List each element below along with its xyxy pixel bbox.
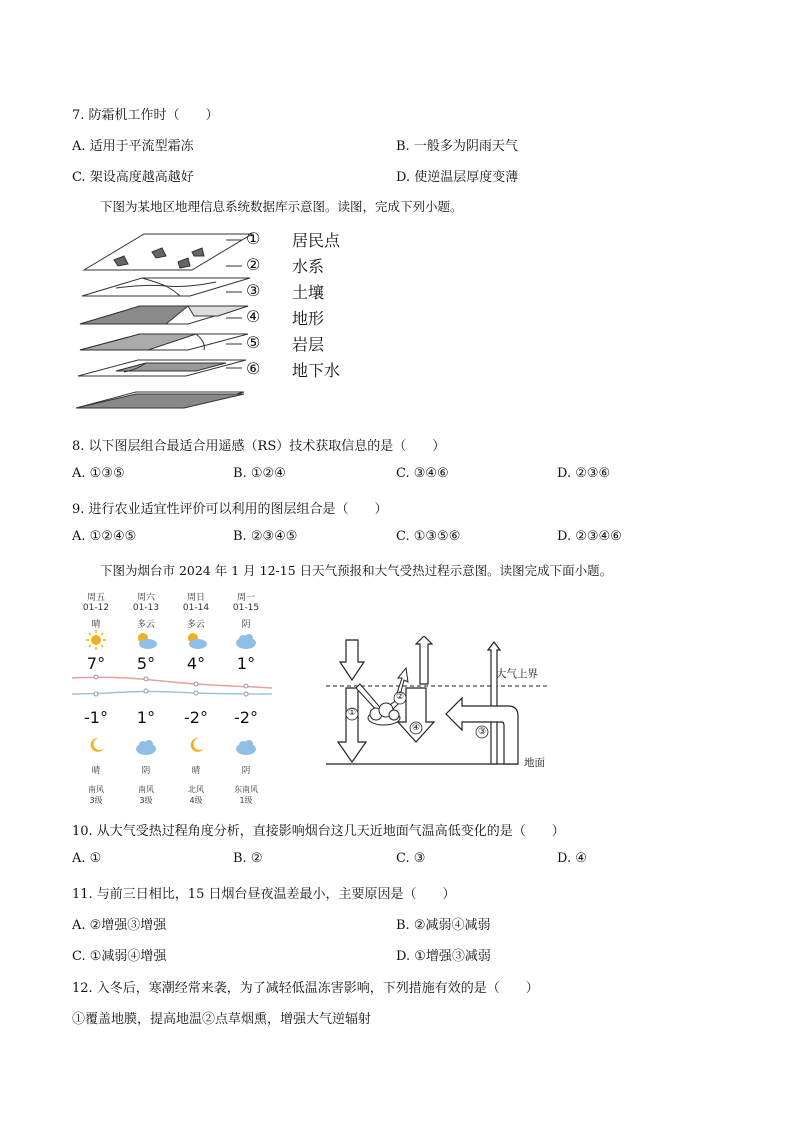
q12-stem: 12. 入冬后，寒潮经常来袭，为了减轻低温冻害影响，下列措施有效的是（ ）	[72, 981, 539, 996]
partly-cloudy-icon	[134, 630, 158, 650]
arrow-2-label: ②	[395, 692, 405, 702]
q10-option-a: A. ①	[72, 851, 102, 866]
sun-icon	[86, 630, 106, 650]
forecast-high: 4°	[186, 654, 206, 673]
q11-option-c: C. ①减弱④增强	[72, 949, 167, 964]
gis-label-6-name: 地下水	[292, 361, 341, 380]
forecast-low: -2°	[234, 708, 258, 727]
gis-label-2-num: ②	[246, 255, 261, 274]
weather-forecast-panel	[72, 588, 272, 808]
q7-option-a: A. 适用于平流型霜冻	[72, 139, 194, 154]
moon-icon	[88, 736, 106, 754]
forecast-low: -1°	[84, 708, 108, 727]
gis-label-4-num: ④	[246, 307, 261, 326]
gis-label-3-name: 土壤	[292, 283, 325, 302]
forecast-wind-level: 3级	[139, 796, 153, 805]
q9-option-c: C. ①③⑤⑥	[396, 529, 461, 544]
forecast-night-weather: 晴	[91, 766, 101, 776]
forecast-wind: 北风	[188, 785, 204, 794]
forecast-night-weather: 阴	[141, 766, 151, 776]
gis-layer-1	[84, 234, 252, 270]
forecast-wind-level: 3级	[89, 796, 103, 805]
forecast-night-weather: 晴	[191, 766, 201, 776]
gis-layer-diagram	[76, 226, 376, 424]
arrow-1-label: ①	[347, 708, 357, 718]
forecast-wind: 南风	[88, 785, 104, 794]
q10-stem: 10. 从大气受热过程角度分析，直接影响烟台这几天近地面气温高低变化的是（ ）	[72, 824, 565, 839]
forecast-day-weather: 多云	[186, 620, 205, 630]
q11-stem: 11. 与前三日相比，15 日烟台昼夜温差最小，主要原因是（ ）	[72, 887, 456, 902]
forecast-night-weather: 阴	[241, 766, 251, 776]
atmospheric-heating-diagram	[322, 636, 562, 774]
q10-option-d: D. ④	[557, 851, 587, 866]
q11-option-b: B. ②减弱④减弱	[396, 918, 491, 933]
q7-stem: 7. 防霜机工作时（ ）	[72, 108, 219, 123]
forecast-wind-level: 1级	[239, 796, 253, 805]
intro-weather: 下图为烟台市 2024 年 1 月 12-15 日天气预报和大气受热过程示意图。读图完成下面小题。	[100, 563, 613, 578]
forecast-day-weather: 晴	[91, 620, 101, 630]
forecast-wind: 东南风	[234, 785, 258, 794]
forecast-date: 01-14	[182, 603, 210, 613]
arrow-1	[338, 640, 366, 762]
q7-option-c: C. 架设高度越高越好	[72, 170, 194, 185]
forecast-low: 1°	[136, 708, 156, 727]
forecast-weekday: 周日	[186, 593, 205, 603]
q9-option-b: B. ②③④⑤	[233, 529, 298, 544]
gis-label-5-name: 岩层	[292, 335, 325, 354]
gis-layer-6	[76, 392, 244, 408]
q8-stem: 8. 以下图层组合最适合用遥感（RS）技术获取信息的是（ ）	[72, 439, 446, 454]
q8-option-c: C. ③④⑥	[396, 466, 449, 481]
high-temp-line	[72, 677, 272, 688]
gis-layer-4	[80, 334, 248, 350]
intro-gis: 下图为某地区地理信息系统数据库示意图。读图，完成下列小题。	[100, 199, 463, 214]
q11-option-a: A. ②增强③增强	[72, 918, 167, 933]
gis-label-5-num: ⑤	[246, 333, 261, 352]
q8-option-b: B. ①②④	[233, 466, 286, 481]
q12-line-1: ①覆盖地膜，提高地温②点草烟熏，增强大气逆辐射	[72, 1012, 372, 1027]
cloud-icon	[134, 738, 158, 756]
q10-option-b: B. ②	[233, 851, 263, 866]
arrow-3	[488, 642, 500, 764]
gis-label-1-name: 居民点	[292, 231, 341, 250]
q9-stem: 9. 进行农业适宜性评价可以利用的图层组合是（ ）	[72, 502, 388, 517]
gis-label-3-num: ③	[246, 281, 261, 300]
q9-option-d: D. ②③④⑥	[557, 529, 622, 544]
gis-label-4-name: 地形	[292, 309, 325, 328]
partly-cloudy-icon	[184, 630, 208, 650]
q11-option-d: D. ①增强③减弱	[396, 949, 491, 964]
arrow-4-label: ④	[411, 723, 421, 733]
forecast-weekday: 周一	[236, 593, 255, 603]
gis-label-1-num: ①	[246, 229, 261, 248]
q8-option-d: D. ②③⑥	[557, 466, 611, 481]
gis-label-6-num: ⑥	[246, 359, 261, 378]
forecast-date: 01-15	[232, 603, 260, 613]
forecast-date: 01-13	[132, 603, 160, 613]
q10-option-c: C. ③	[396, 851, 426, 866]
moon-icon	[188, 736, 206, 754]
forecast-high: 7°	[86, 654, 106, 673]
q7-option-d: D. 使逆温层厚度变薄	[396, 170, 519, 185]
gis-label-2-name: 水系	[292, 257, 325, 276]
forecast-day-weather: 多云	[136, 620, 155, 630]
atmosphere-top-label: 大气上界	[496, 668, 538, 680]
forecast-low: -2°	[184, 708, 208, 727]
arrow-3-label: ③	[477, 727, 487, 737]
forecast-day-weather: 阴	[241, 620, 251, 630]
forecast-wind: 南风	[138, 785, 154, 794]
low-temp-line	[72, 691, 272, 694]
forecast-high: 5°	[136, 654, 156, 673]
q8-option-a: A. ①③⑤	[72, 466, 125, 481]
cloud-icon	[234, 738, 258, 756]
forecast-high: 1°	[236, 654, 256, 673]
ground-label: 地面	[524, 757, 545, 769]
q7-option-b: B. 一般多为阴雨天气	[396, 139, 518, 154]
gis-layer-5	[78, 360, 246, 376]
temperature-curves	[72, 672, 272, 702]
q9-option-a: A. ①②④⑤	[72, 529, 137, 544]
forecast-weekday: 周五	[86, 593, 105, 603]
gis-layer-3	[80, 306, 248, 324]
gis-layer-2	[82, 278, 250, 296]
forecast-wind-level: 4级	[189, 796, 203, 805]
forecast-weekday: 周六	[136, 593, 155, 603]
cloud-icon	[234, 632, 258, 650]
forecast-date: 01-12	[82, 603, 110, 613]
